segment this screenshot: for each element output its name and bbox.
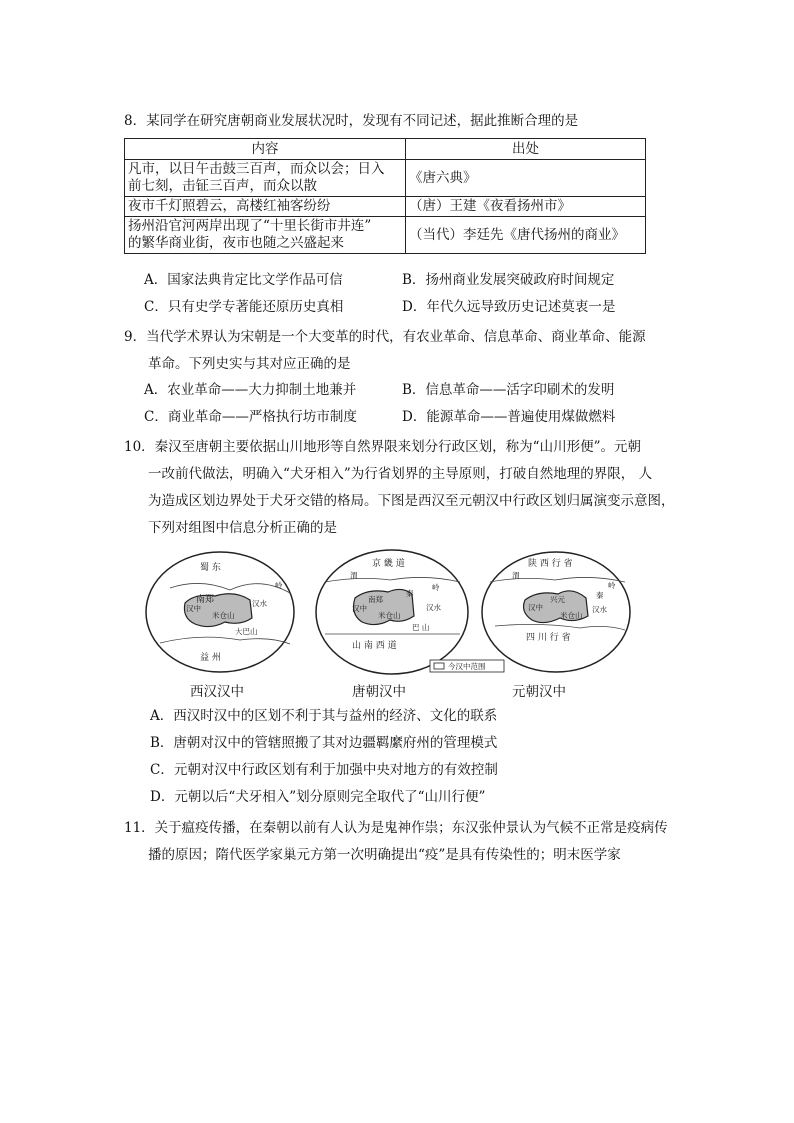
q9-stem-line2: 革命。下列史实与其对应正确的是: [148, 356, 351, 372]
q9-option-c[interactable]: C．商业革命——严格执行坊市制度: [144, 409, 357, 425]
q8-source-table: [124, 138, 646, 254]
map1-ling: 岭: [275, 581, 283, 590]
cell-line: 前七刻，击钲三百声，而众以散: [128, 178, 317, 194]
table-row: [125, 160, 646, 197]
table-row: [125, 197, 646, 217]
q9-option-a[interactable]: A．农业革命——大力抑制土地兼并: [144, 382, 357, 398]
map3-city2: 汉中: [528, 603, 543, 612]
table-header-row: [125, 139, 646, 160]
q8-option-a[interactable]: A．国家法典肯定比文学作品可信: [144, 272, 343, 288]
map2-region: 山 南 西 道: [352, 641, 397, 651]
q10-stem-line3: 为造成区划边界处于犬牙交错的格局。下图是西汉至元朝汉中行政区划归属演变示意图，: [148, 493, 675, 509]
table-header-content: 内容: [125, 139, 406, 160]
q11-stem-line1: 11．关于瘟疫传播，在秦朝以前有人认为是鬼神作祟；东汉张仲景认为气候不正常是疫病传: [124, 820, 668, 836]
q10-option-d[interactable]: D．元朝以后“犬牙相入”划分原则完全取代了“山川行便”: [150, 789, 486, 805]
cell-line: 凡市，以日午击鼓三百声，而众以会；日入: [128, 161, 385, 177]
map-yuan: [482, 552, 630, 672]
q10-option-b[interactable]: B．唐朝对汉中的管辖照搬了其对边疆羁縻府州的管理模式: [150, 735, 498, 751]
caption-yuan: 元朝汉中: [512, 684, 566, 700]
table-cell-source: 《唐六典》: [406, 160, 646, 197]
map3-river-w: 渭: [512, 571, 520, 580]
map2-top-label: 京 畿 道: [372, 559, 405, 569]
table-cell-content: [125, 160, 406, 197]
table-cell-source: （唐）王建《夜看扬州市》: [406, 197, 646, 217]
cell-line: 扬州沿官河两岸出现了“十里长街市井连”: [128, 218, 372, 234]
map2-river: 汉水: [426, 603, 441, 612]
cell-line: 的繁华商业街，夜市也随之兴盛起来: [128, 235, 344, 251]
map2-city2: 汉中: [352, 604, 367, 613]
q10-stem-line1: 10．秦汉至唐朝主要依据山川地形等自然界限来划分行政区划，称为“山川形便”。元朝: [124, 439, 641, 455]
map1-mountain: 米仓山: [212, 611, 235, 620]
map1-region: 益 州: [200, 653, 221, 663]
q10-stem-line2: 一改前代做法，明确入“犬牙相入”为行省划界的主导原则，打破自然地理的界限， 人: [148, 466, 653, 482]
map3-mountain: 米仓山: [560, 611, 583, 620]
q11-stem-line2: 播的原因；隋代医学家巢元方第一次明确提出“疫”是具有传染性的；明末医学家: [148, 847, 621, 863]
map2-mountain2: 巴 山: [412, 623, 430, 632]
map1-city2: 汉中: [186, 604, 201, 613]
map3-region: 四 川 行 省: [526, 633, 571, 643]
q8-stem: 8．某同学在研究唐朝商业发展状况时，发现有不同记述，据此推断合理的是: [124, 113, 579, 129]
map-tang: [316, 550, 468, 674]
map-legend: [430, 660, 504, 672]
map-western-han: [146, 552, 294, 672]
legend-label: 今汉中范围: [448, 662, 486, 671]
map3-ling: 岭: [608, 581, 616, 590]
map3-city: 兴元: [550, 595, 565, 604]
caption-western-han: 西汉汉中: [190, 684, 244, 700]
table-row: [125, 217, 646, 254]
table-header-source: 出处: [406, 139, 646, 160]
q10-stem-line4: 下列对组图中信息分析正确的是: [148, 520, 337, 536]
q10-option-c[interactable]: C．元朝对汉中行政区划有利于加强中央对地方的有效控制: [150, 762, 498, 778]
map2-city: 南郑: [368, 595, 383, 604]
table-cell-content: [125, 217, 406, 254]
map1-river: 汉水: [252, 599, 267, 608]
q8-option-d[interactable]: D．年代久远导致历史记述莫衷一是: [402, 299, 616, 315]
q8-option-c[interactable]: C．只有史学专著能还原历史真相: [144, 299, 344, 315]
hanzhong-maps-figure: [140, 548, 660, 678]
map1-top-label: 蜀 东: [200, 563, 221, 573]
q8-option-b[interactable]: B．扬州商业发展突破政府时间规定: [402, 272, 615, 288]
map1-city: 南郑: [196, 595, 215, 605]
map2-qin: 秦: [406, 589, 414, 598]
map2-mountain: 米仓山: [378, 611, 401, 620]
map3-river: 汉水: [592, 605, 607, 614]
map2-ling: 岭: [432, 583, 440, 592]
q10-option-a[interactable]: A．西汉时汉中的区划不利于其与益州的经济、文化的联系: [150, 708, 498, 724]
map1-mountain2: 大巴山: [235, 627, 258, 636]
table-cell-content: 夜市千灯照碧云，高楼红袖客纷纷: [125, 197, 406, 217]
q9-stem-line1: 9．当代学术界认为宋朝是一个大变革的时代，有农业革命、信息革命、商业革命、能源: [124, 329, 646, 345]
map3-qin: 秦: [596, 591, 604, 600]
q9-option-b[interactable]: B．信息革命——活字印刷术的发明: [402, 382, 615, 398]
map2-river-w: 渭: [350, 571, 358, 580]
table-cell-source: （当代）李廷先《唐代扬州的商业》: [406, 217, 646, 254]
q9-option-d[interactable]: D．能源革命——普遍使用煤做燃料: [402, 409, 616, 425]
caption-tang: 唐朝汉中: [352, 684, 406, 700]
map3-top-label: 陕 西 行 省: [528, 559, 573, 569]
